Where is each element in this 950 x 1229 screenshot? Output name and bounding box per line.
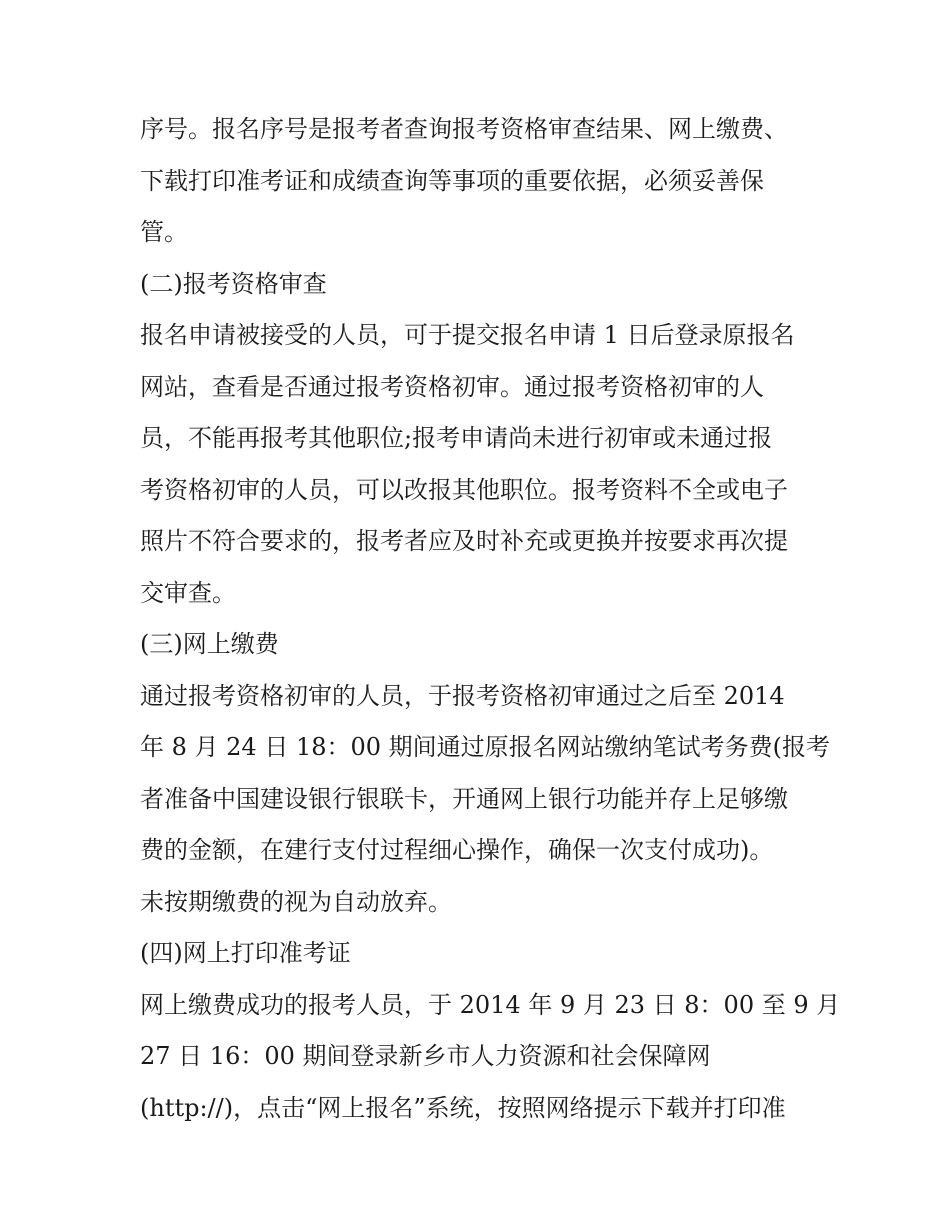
text-line: 通过报考资格初审的人员，于报考资格初审通过之后至 2014 bbox=[140, 681, 785, 710]
text-line: 者准备中国建设银行银联卡，开通网上银行功能并存上足够缴 bbox=[140, 784, 788, 813]
text-line: 报名申请被接受的人员，可于提交报名申请 1 日后登录原报名 bbox=[140, 321, 795, 349]
text-line: 照片不符合要求的，报考者应及时补充或更换并按要求再次提 bbox=[140, 527, 788, 555]
text-line: (http://)，点击“网上报名”系统，按照网络提示下载并打印准 bbox=[140, 1093, 786, 1122]
text-line: 年 8 月 24 日 18：00 期间通过原报名网站缴纳笔试考务费(报考 bbox=[140, 733, 831, 761]
text-line: 未按期缴费的视为自动放弃。 bbox=[140, 887, 452, 916]
text-line: 员，不能再报考其他职位;报考申请尚未进行初审或未通过报 bbox=[140, 424, 773, 452]
text-line: 序号。报名序号是报考者查询报考资格审查结果、网上缴费、 bbox=[140, 115, 788, 143]
text-line: 网站，查看是否通过报考资格初审。通过报考资格初审的人 bbox=[140, 372, 764, 401]
document-body bbox=[140, 104, 841, 1134]
text-line: 网上缴费成功的报考人员，于 2014 年 9 月 23 日 8：00 至 9 月 bbox=[140, 990, 841, 1019]
section-heading: (二)报考资格审查 bbox=[140, 269, 327, 298]
text-line: 管。 bbox=[140, 218, 188, 246]
text-line: 下载打印准考证和成绩查询等事项的重要依据，必须妥善保 bbox=[140, 166, 764, 195]
text-line: 考资格初审的人员，可以改报其他职位。报考资料不全或电子 bbox=[140, 475, 788, 504]
text-line: 费的金额，在建行支付过程细心操作，确保一次支付成功)。 bbox=[140, 836, 774, 864]
text-line: 27 日 16：00 期间登录新乡市人力资源和社会保障网 bbox=[140, 1042, 711, 1070]
text-line: 交审查。 bbox=[140, 578, 236, 607]
section-heading: (三)网上缴费 bbox=[140, 630, 279, 658]
section-heading: (四)网上打印准考证 bbox=[140, 939, 351, 967]
